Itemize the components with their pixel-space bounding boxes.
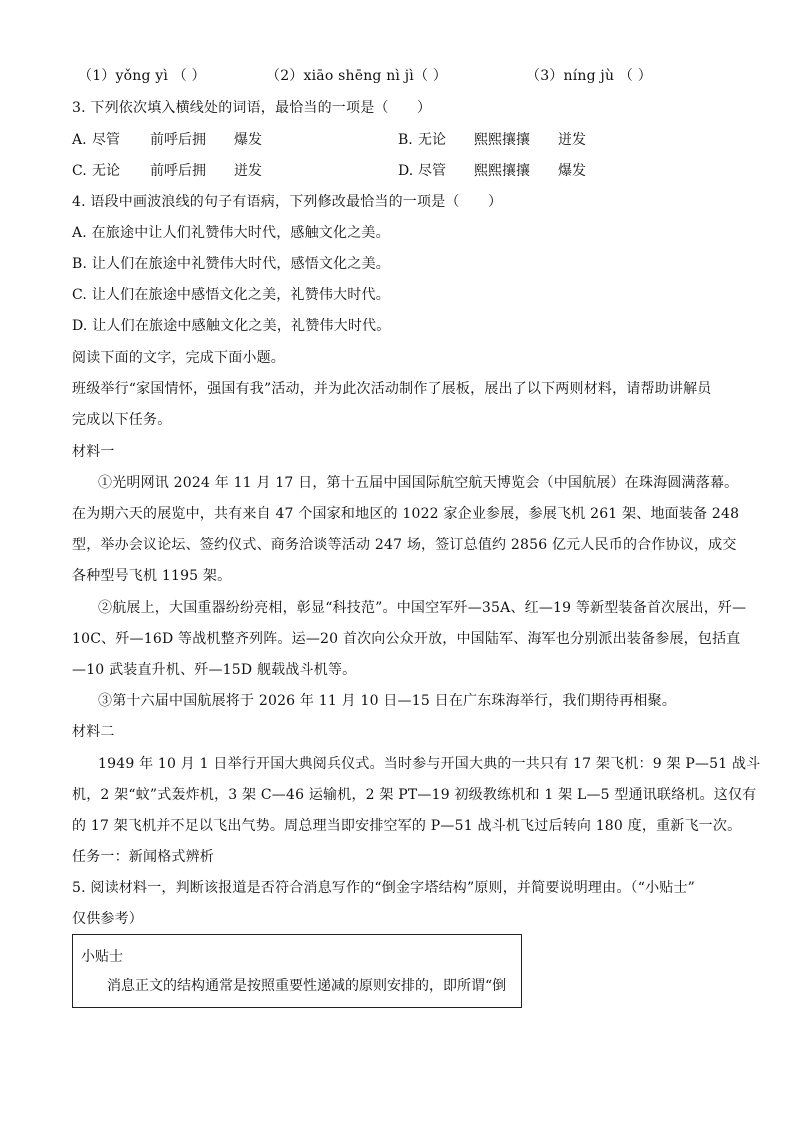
reading-intro: 阅读下面的文字，完成下面小题。 — [72, 350, 285, 366]
option-word-2: 前呼后拥 — [150, 132, 206, 148]
option-word-2: 前呼后拥 — [150, 163, 206, 179]
material1-line: 各种型号飞机 1195 架。 — [72, 568, 232, 584]
q5-line-2: 仅供参考） — [72, 911, 143, 927]
material2-heading: 材料二 — [72, 724, 115, 740]
pinyin-item-2: （2）xiāo shēng nì jì（ ） — [266, 68, 448, 84]
material1-heading: 材料一 — [72, 444, 115, 460]
reading-task-line-2: 完成以下任务。 — [72, 412, 172, 428]
option-letter: B. — [398, 132, 413, 148]
material1-line: —10 武装直升机、歼—15D 舰载战斗机等。 — [72, 662, 357, 678]
material2-line: 机，2 架“蚊”式轰炸机，3 架 C—46 运输机，2 架 PT—19 初级教练机和 1 架 L—5 型通讯联络机。这仅有 — [72, 787, 757, 803]
material1-line: 10C、歼—16D 等战机整齐列阵。运—20 首次向公众开放，中国陆军、海军也分别派出装备参展，包括直 — [72, 631, 741, 647]
q5-line-1: 5. 阅读材料一，判断该报道是否符合消息写作的“倒金字塔结构”原则，并简要说明理由。（“小贴士” — [72, 880, 696, 896]
option-word-3: 爆发 — [234, 132, 262, 148]
material2-line: 1949 年 10 月 1 日举行开国大典阅兵仪式。当时参与开国大典的一共只有 17 架飞机：9 架 P—51 战斗 — [98, 756, 761, 772]
material1-line: 在为期六天的展览中，共有来自 47 个国家和地区的 1022 家企业参展，参展飞机 261 架、地面装备 248 — [72, 506, 740, 522]
task1-heading: 任务一：新闻格式辨析 — [72, 849, 214, 865]
pinyin-item-1: （1）yǒng yì （ ） — [78, 68, 206, 84]
option-word-2: 熙熙攘攘 — [474, 132, 530, 148]
material2-line: 的 17 架飞机并不足以飞出气势。周总理当即安排空军的 P—51 战斗机飞过后转向 180 度，重新飞一次。 — [72, 818, 742, 834]
option-word-3: 迸发 — [558, 132, 586, 148]
option-letter: A. — [72, 132, 87, 148]
q4-stem: 4. 语段中画波浪线的句子有语病，下列修改最恰当的一项是（ ） — [72, 194, 503, 210]
q4-option-c: C. 让人们在旅途中感悟文化之美，礼赞伟大时代。 — [72, 287, 390, 303]
pinyin-item-3: （3）níng jù （ ） — [526, 68, 652, 84]
q4-option-a: A. 在旅途中让人们礼赞伟大时代，感触文化之美。 — [72, 225, 390, 241]
option-word-1: 无论 — [418, 132, 446, 148]
tip-title: 小贴士 — [81, 949, 123, 965]
option-letter: C. — [72, 163, 87, 179]
option-word-2: 熙熙攘攘 — [474, 163, 530, 179]
option-word-3: 迸发 — [234, 163, 262, 179]
q4-option-d: D. 让人们在旅途中感触文化之美，礼赞伟大时代。 — [72, 318, 391, 334]
material1-line: 型，举办会议论坛、签约仪式、商务洽谈等活动 247 场，签订总值约 2856 亿元人民币的合作协议，成交 — [72, 537, 737, 553]
option-word-1: 无论 — [92, 163, 120, 179]
q3-stem: 3. 下列依次填入横线处的词语，最恰当的一项是（ ） — [72, 100, 432, 116]
material1-line: ③第十六届中国航展将于 2026 年 11 月 10 日—15 日在广东珠海举行，我们期待再相聚。 — [98, 693, 677, 709]
tip-box — [72, 934, 522, 1008]
option-word-3: 爆发 — [558, 163, 586, 179]
material1-line: ①光明网讯 2024 年 11 月 17 日，第十五届中国国际航空航天博览会（中国航展）在珠海圆满落幕。 — [98, 475, 739, 491]
reading-task-line-1: 班级举行“家国情怀，强国有我”活动，并为此次活动制作了展板，展出了以下两则材料，请帮助讲解员 — [72, 381, 712, 397]
material1-line: ②航展上，大国重器纷纷亮相，彰显“科技范”。中国空军歼—35A、红—19 等新型装备首次展出，歼— — [98, 600, 747, 616]
q4-option-b: B. 让人们在旅途中礼赞伟大时代，感悟文化之美。 — [72, 256, 390, 272]
tip-body: 消息正文的结构通常是按照重要性递减的原则安排的，即所谓“倒 — [107, 978, 507, 994]
option-word-1: 尽管 — [92, 132, 120, 148]
option-word-1: 尽管 — [418, 163, 446, 179]
option-letter: D. — [398, 163, 414, 179]
